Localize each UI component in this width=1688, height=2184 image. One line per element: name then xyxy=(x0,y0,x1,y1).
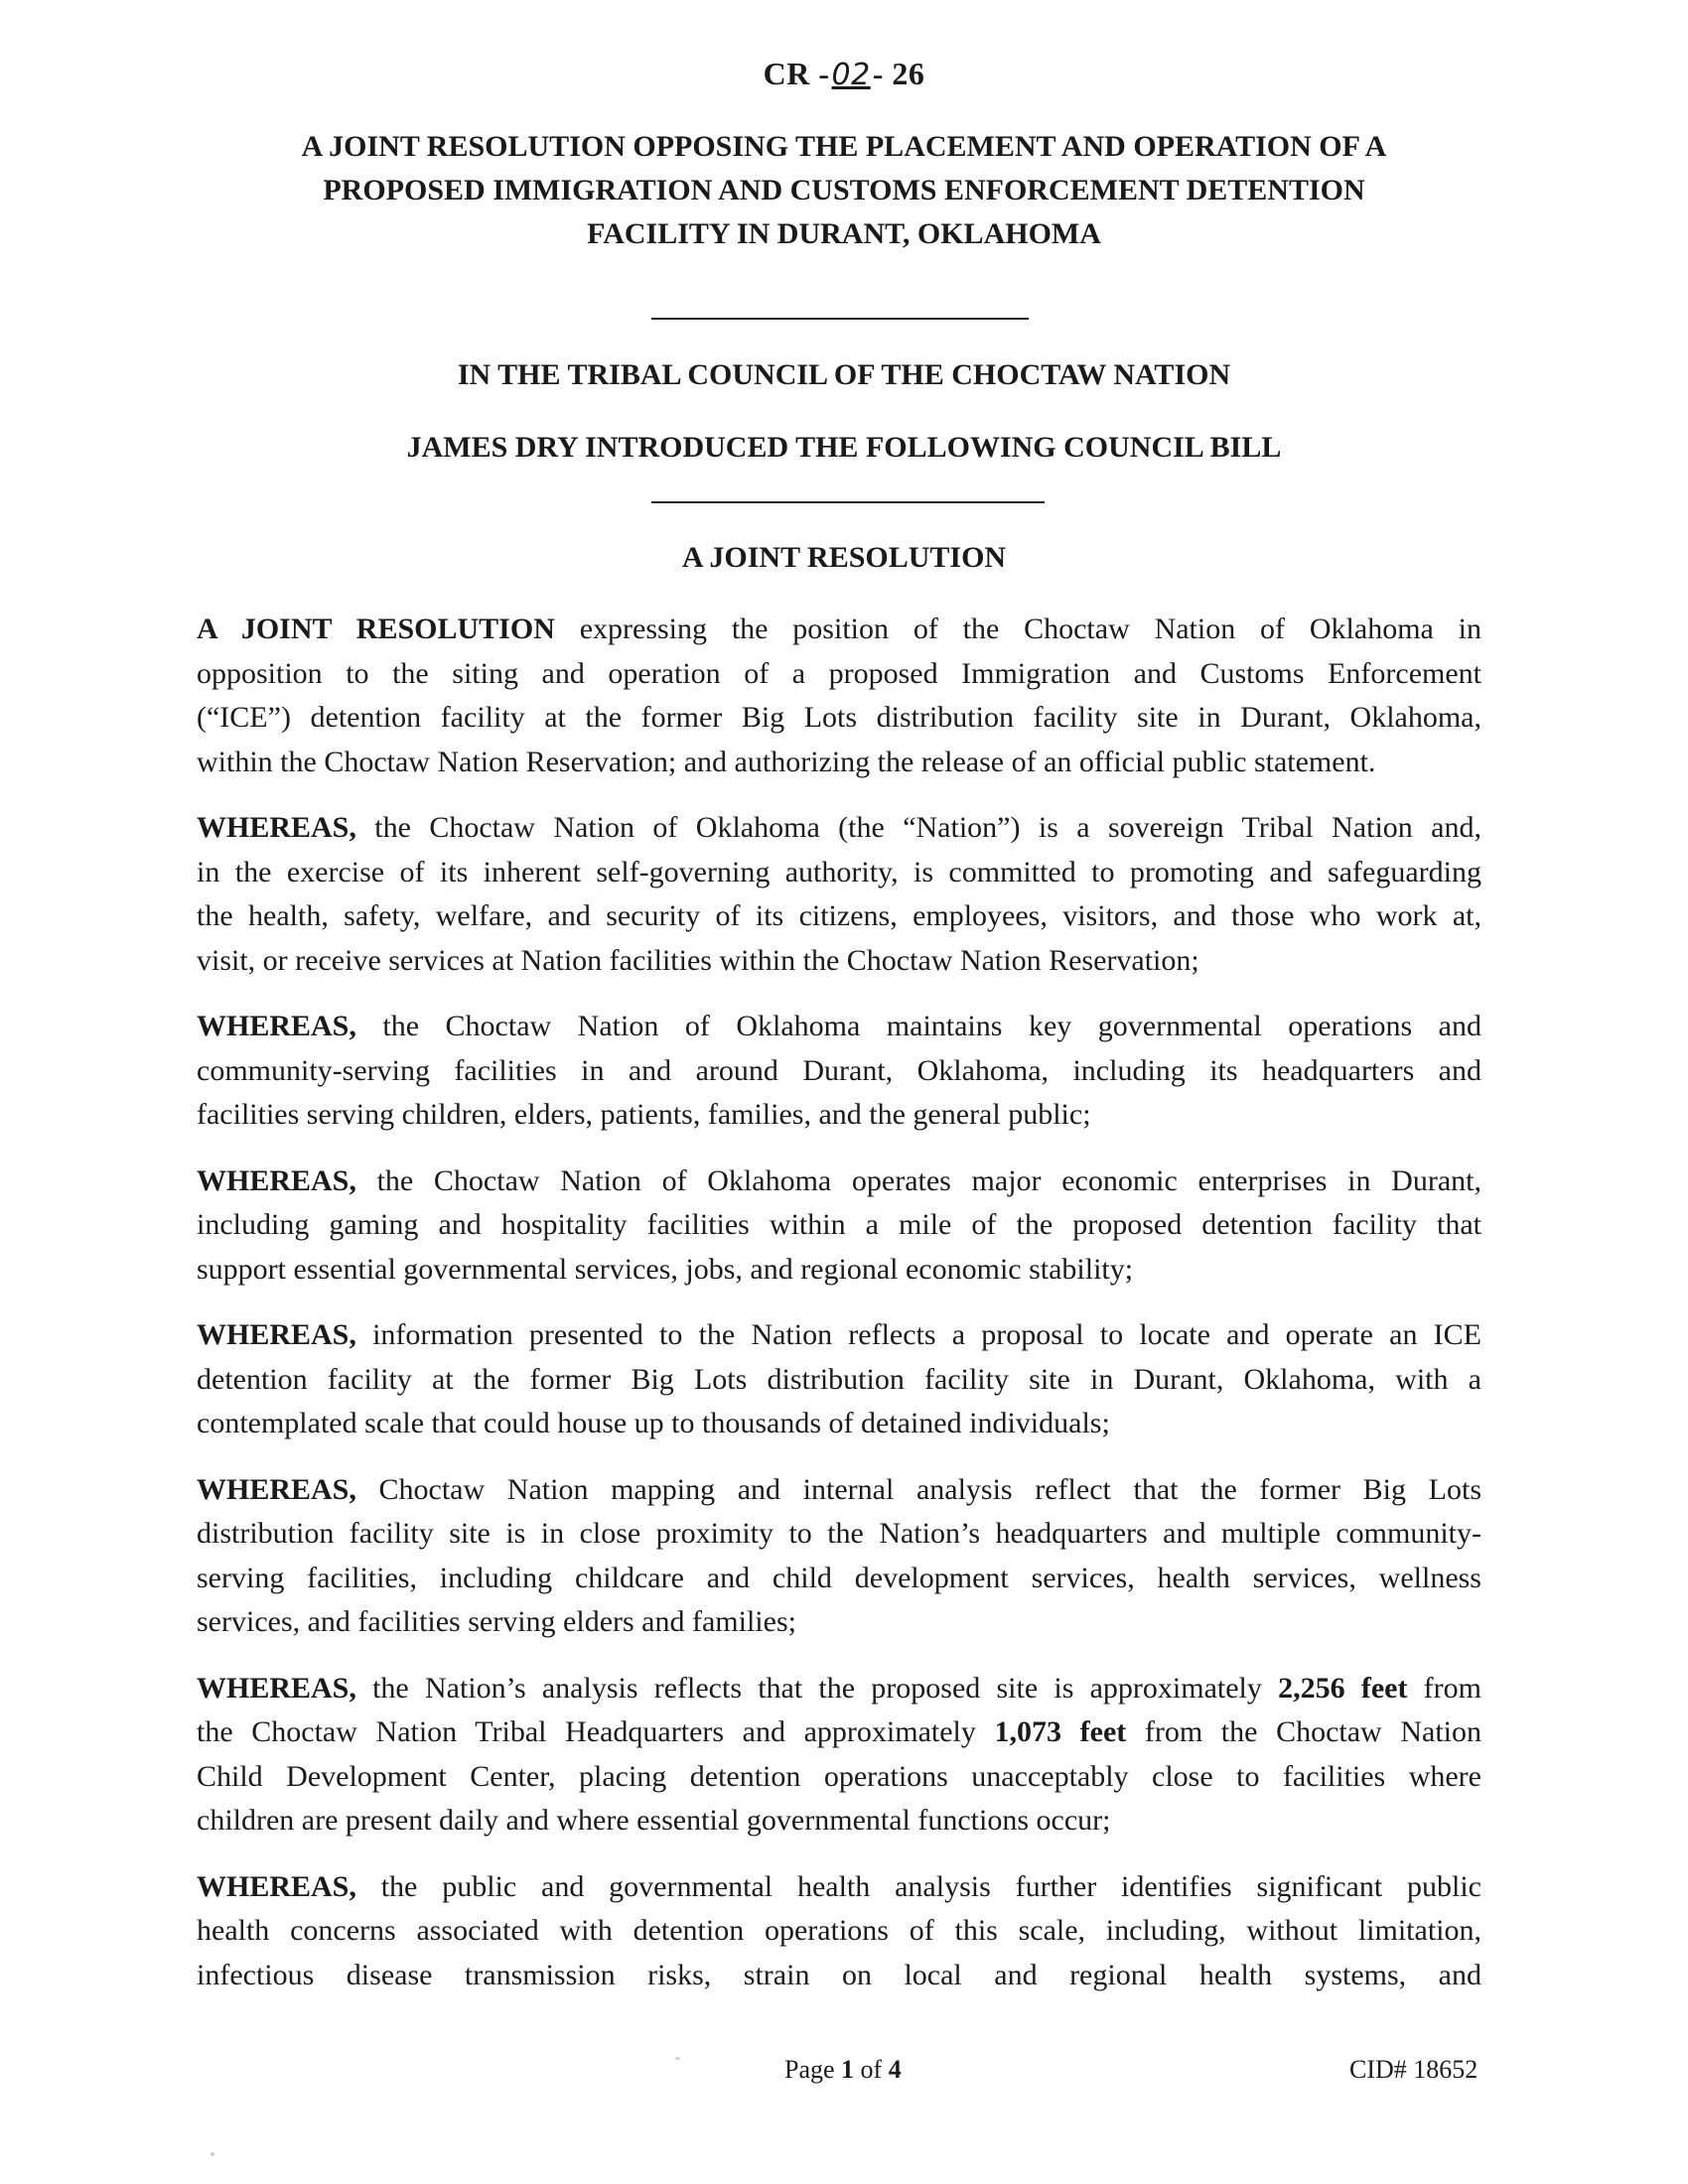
paragraph-line xyxy=(197,1203,1481,1248)
paragraph-line xyxy=(197,1865,1481,1910)
divider-rule xyxy=(651,318,1029,320)
paragraph-line xyxy=(197,851,1481,895)
title-line: A JOINT RESOLUTION OPPOSING THE PLACEMENT AND OPERATION OF A xyxy=(301,130,1387,163)
text-run: from the Choctaw Nation xyxy=(1126,1715,1481,1748)
text-run: distribution facility site is in close proximity to the Nation’s headquarters and multiple community- xyxy=(197,1517,1481,1550)
text-run: community-serving facilities in and around Durant, Oklahoma, including its headquarters and xyxy=(197,1053,1481,1087)
text-run: health concerns associated with detention operations of this scale, including, without limitation, xyxy=(197,1914,1481,1947)
text-run: the Nation’s analysis reflects that the proposed site is approximately xyxy=(355,1671,1279,1705)
paragraph-line xyxy=(197,1710,1481,1755)
paragraph-line xyxy=(197,608,1481,652)
paragraph-line xyxy=(197,1799,1481,1843)
paragraph-line xyxy=(197,1402,1481,1446)
resolution-paragraph xyxy=(197,1667,1481,1843)
document-cid: CID# 18652 xyxy=(1349,2055,1478,2084)
bold-text: A JOINT RESOLUTION xyxy=(197,613,555,645)
council-heading: IN THE TRIBAL COUNCIL OF THE CHOCTAW NATION xyxy=(457,358,1231,391)
divider-rule xyxy=(651,501,1045,503)
page-label: Page xyxy=(784,2055,835,2084)
paragraph-line xyxy=(197,1049,1481,1094)
text-run: the health, safety, welfare, and security of its citizens, employees, visitors, and those who work at, xyxy=(197,899,1481,932)
paragraph-line xyxy=(197,1600,1481,1645)
text-run: services, and facilities serving elders and families; xyxy=(197,1605,796,1638)
paragraph-line xyxy=(197,1248,1481,1293)
resolution-paragraph xyxy=(197,1005,1481,1138)
paragraph-line xyxy=(197,1093,1481,1138)
paragraph-line xyxy=(197,1755,1481,1800)
page-of: of xyxy=(860,2055,883,2084)
paragraph-line xyxy=(197,1557,1481,1601)
text-run: visit, or receive services at Nation facilities within the Choctaw Nation Reservation; xyxy=(197,943,1199,977)
text-run: detention facility at the former Big Lots distribution facility site in Durant, Oklahoma, with a xyxy=(197,1362,1481,1396)
section-heading: A JOINT RESOLUTION xyxy=(681,541,1007,574)
bold-text: WHEREAS, xyxy=(197,1318,356,1351)
resolution-paragraph xyxy=(197,1468,1481,1645)
paragraph-line xyxy=(197,1468,1481,1513)
text-run: opposition to the siting and operation of a proposed Immigration and Customs Enforcement xyxy=(197,656,1481,690)
text-run: in the exercise of its inherent self-governing authority, is committed to promoting and safeguarding xyxy=(197,855,1481,888)
title-line: FACILITY IN DURANT, OKLAHOMA xyxy=(587,217,1101,250)
text-run: the public and governmental health analysis further identifies significant public xyxy=(355,1869,1481,1903)
bold-text: WHEREAS, xyxy=(197,1472,356,1506)
text-run: within the Choctaw Nation Reservation; and authorizing the release of an official public statement. xyxy=(197,745,1376,778)
paragraph-line xyxy=(197,1005,1481,1049)
paragraph-line xyxy=(197,806,1481,851)
text-run: the Choctaw Nation of Oklahoma maintains key governmental operations and xyxy=(355,1010,1481,1042)
resolution-suffix: - 26 xyxy=(872,56,925,91)
resolution-paragraph xyxy=(197,1313,1481,1446)
text-run: contemplated scale that could house up to thousands of detained individuals; xyxy=(197,1407,1110,1439)
page-number xyxy=(784,2055,902,2085)
resolution-body xyxy=(197,608,1481,2019)
text-run: expressing the position of the Choctaw Nation of Oklahoma in xyxy=(554,613,1482,645)
scan-speck xyxy=(675,2057,680,2060)
bold-text: WHEREAS, xyxy=(197,1010,356,1042)
page-total: 4 xyxy=(888,2055,902,2084)
paragraph-line xyxy=(197,1909,1481,1954)
text-run: infectious disease transmission risks, strain on local and regional health systems, and xyxy=(197,1958,1481,1991)
text-run: Child Development Center, placing detention operations unacceptably close to facilities where xyxy=(197,1759,1481,1793)
paragraph-line xyxy=(197,1667,1481,1711)
paragraph-line xyxy=(197,1160,1481,1204)
text-run: the Choctaw Nation Tribal Headquarters and approximately xyxy=(197,1715,995,1748)
resolution-paragraph xyxy=(197,608,1481,784)
resolution-paragraph xyxy=(197,806,1481,983)
bold-text: 2,256 feet xyxy=(1278,1671,1408,1705)
bold-text: WHEREAS, xyxy=(197,1163,356,1197)
paragraph-line xyxy=(197,1358,1481,1403)
resolution-paragraph xyxy=(197,1160,1481,1293)
resolution-prefix: CR - xyxy=(763,56,830,91)
paragraph-line xyxy=(197,696,1481,741)
introduced-by-heading: JAMES DRY INTRODUCED THE FOLLOWING COUNCIL BILL xyxy=(406,431,1282,464)
text-run: children are present daily and where essential governmental functions occur; xyxy=(197,1804,1111,1837)
resolution-title xyxy=(0,125,1688,256)
bold-text: WHEREAS, xyxy=(197,1869,356,1903)
resolution-number xyxy=(0,56,1688,92)
paragraph-line xyxy=(197,939,1481,984)
text-run: Choctaw Nation mapping and internal analysis reflect that the former Big Lots xyxy=(355,1472,1481,1506)
text-run: from xyxy=(1407,1671,1481,1705)
paragraph-line xyxy=(197,1954,1481,1998)
text-run: (“ICE”) detention facility at the former Big Lots distribution facility site in Durant, Oklahoma, xyxy=(197,701,1481,734)
text-run: including gaming and hospitality facilities within a mile of the proposed detention facility that xyxy=(197,1208,1481,1241)
paragraph-line xyxy=(197,1512,1481,1557)
paragraph-line xyxy=(197,741,1481,785)
scan-speck xyxy=(211,2152,214,2156)
text-run: support essential governmental services, jobs, and regional economic stability; xyxy=(197,1252,1134,1286)
title-line: PROPOSED IMMIGRATION AND CUSTOMS ENFORCEMENT DETENTION xyxy=(323,174,1365,206)
text-run: information presented to the Nation reflects a proposal to locate and operate an ICE xyxy=(355,1318,1481,1351)
handwritten-resolution-number: 02 xyxy=(831,58,871,92)
text-run: serving facilities, including childcare and child development services, health services, wellness xyxy=(197,1561,1481,1594)
resolution-paragraph xyxy=(197,1865,1481,1998)
paragraph-line xyxy=(197,652,1481,697)
paragraph-line xyxy=(197,1313,1481,1358)
text-run: facilities serving children, elders, patients, families, and the general public; xyxy=(197,1098,1091,1131)
bold-text: WHEREAS, xyxy=(197,1671,356,1705)
text-run: the Choctaw Nation of Oklahoma (the “Nation”) is a sovereign Tribal Nation and, xyxy=(355,811,1481,844)
paragraph-line xyxy=(197,894,1481,939)
page-current: 1 xyxy=(841,2055,855,2084)
text-run: the Choctaw Nation of Oklahoma operates major economic enterprises in Durant, xyxy=(355,1163,1481,1197)
bold-text: 1,073 feet xyxy=(994,1715,1127,1748)
bold-text: WHEREAS, xyxy=(197,811,356,844)
